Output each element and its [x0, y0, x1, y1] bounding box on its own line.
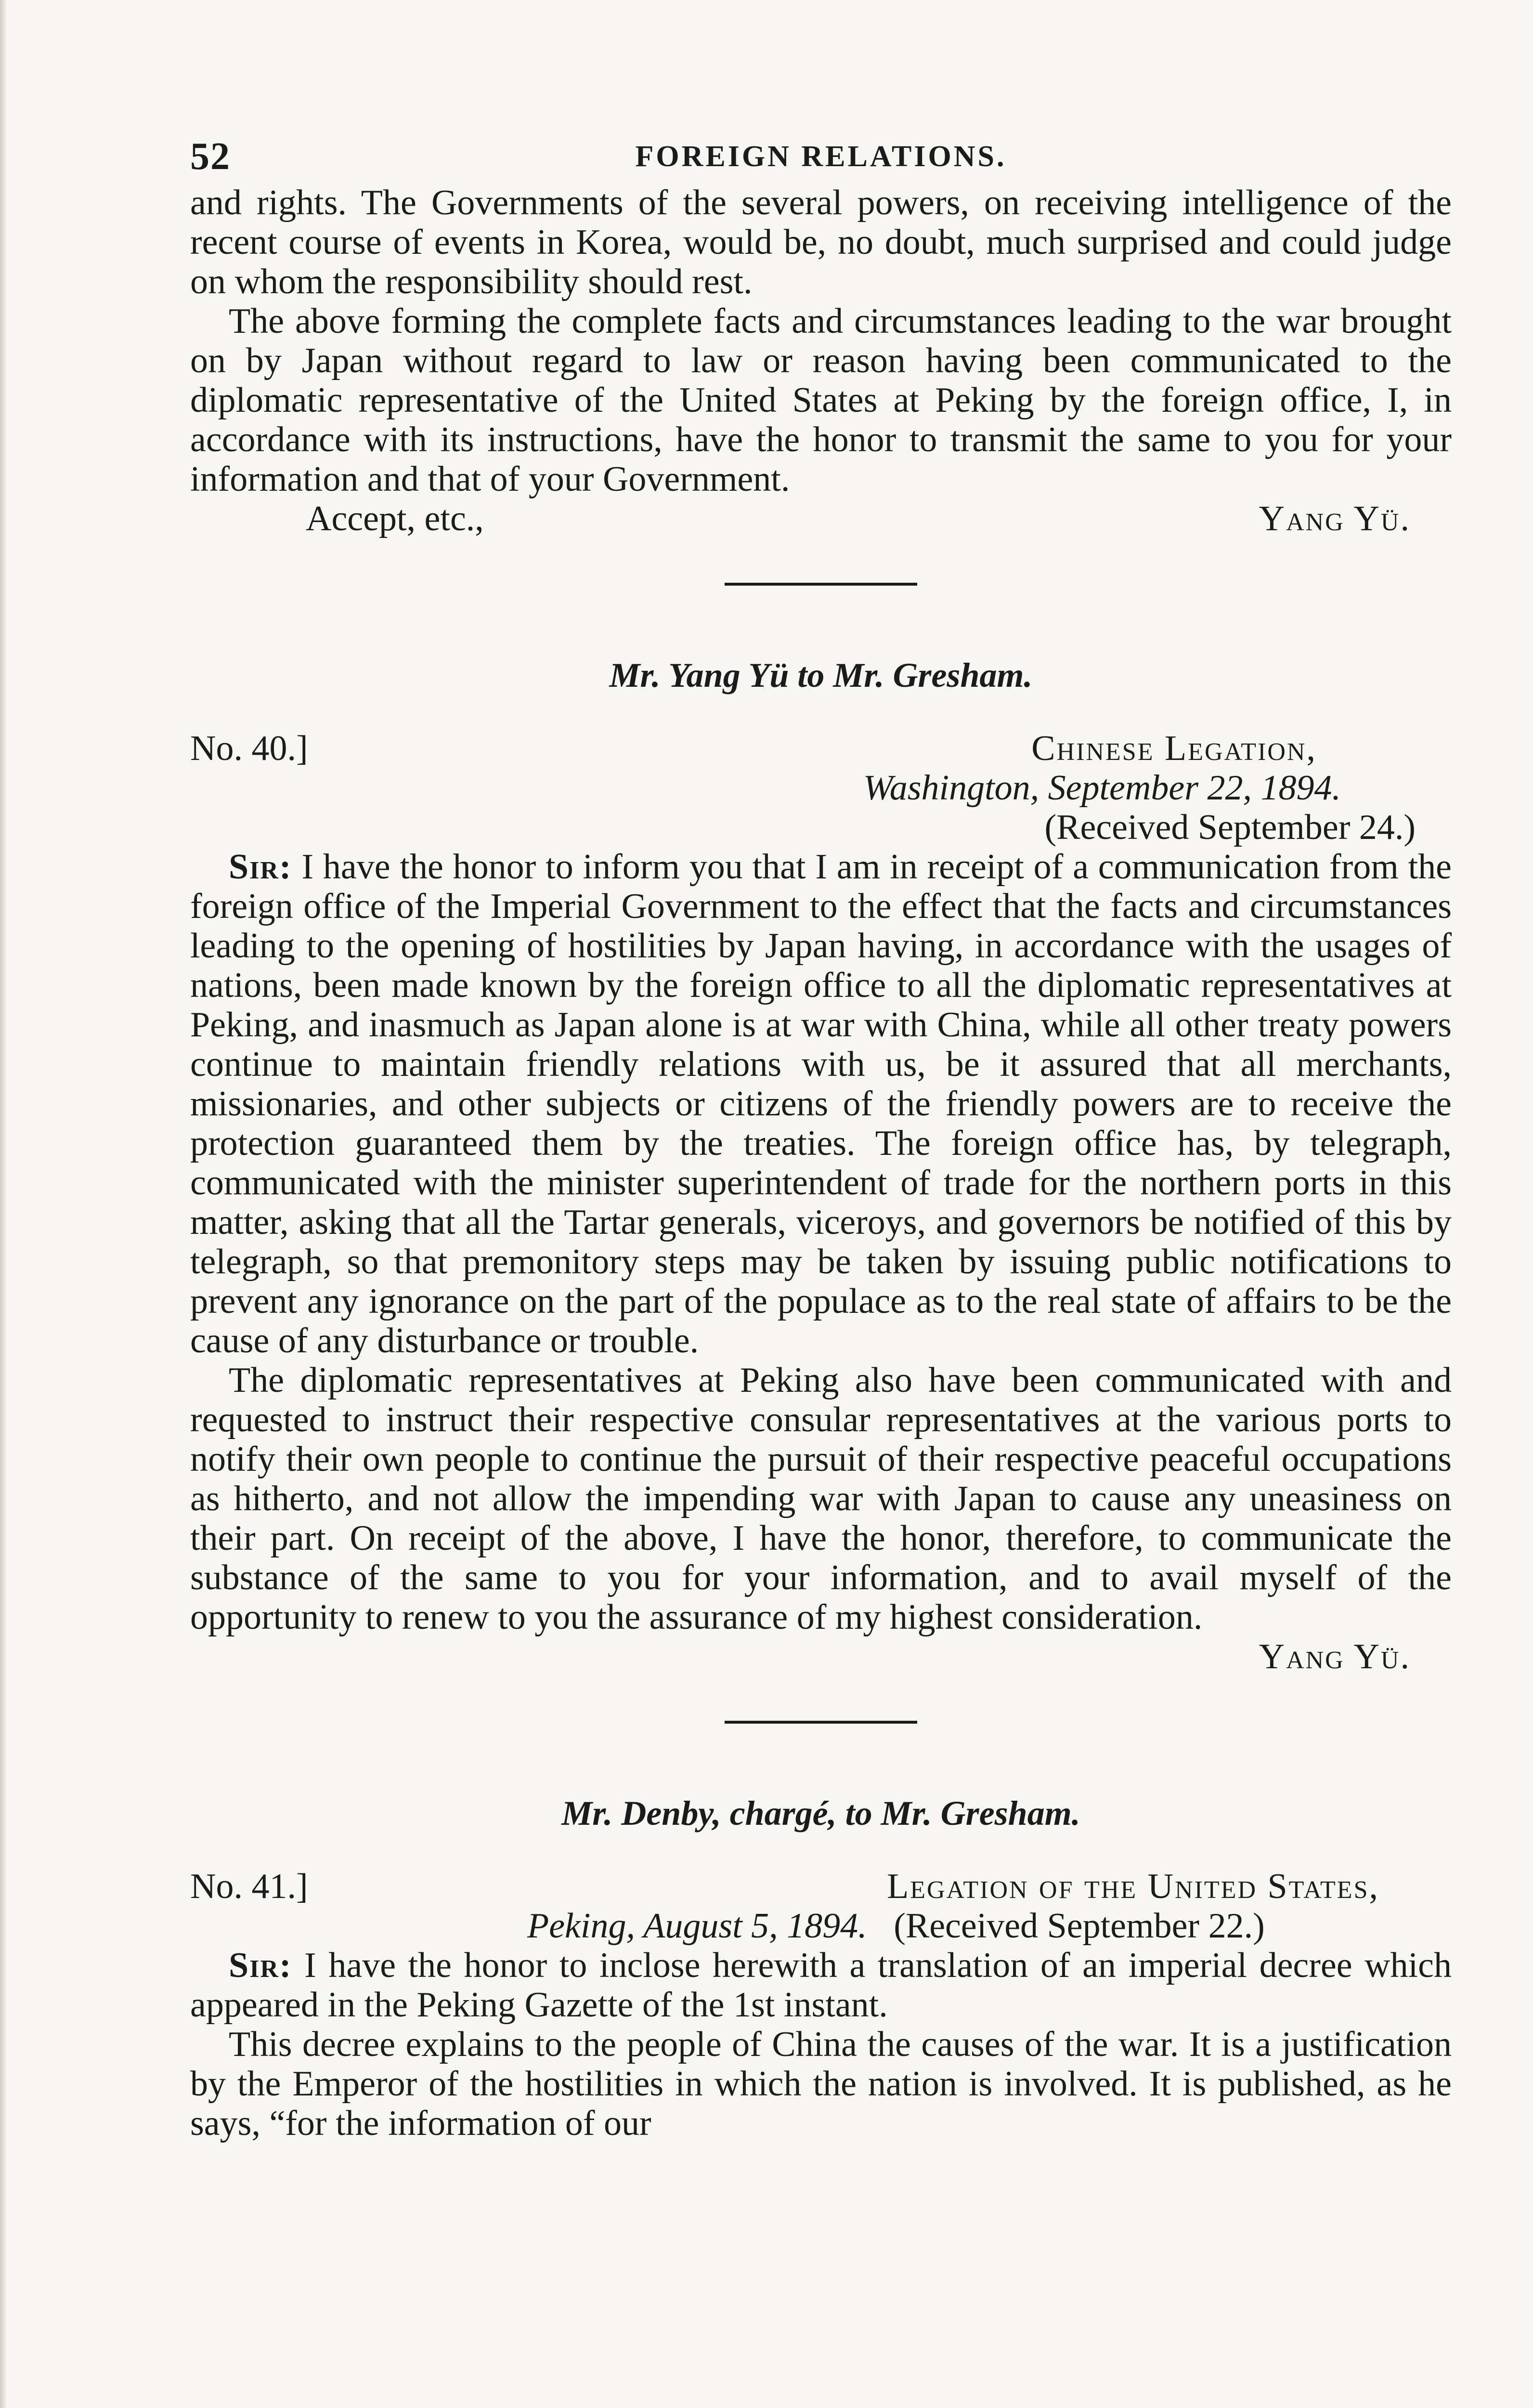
letter2-paragraph-1-text: I have the honor to inform you that I am in receipt of a communication from the foreign office of the Imperial Government to the effect that the facts and circumstances leading to the opening of hostilities by Japan having, in accordance with the usages of nations, been made known by the foreign office to all the diplomatic representatives at Peking, and inasmuch as Japan alone is at war with China, while all other treaty powers continue to maintain friendly relations with us, be it assured that all merchants, missionaries, and other subjects or citizens of the friendly powers are to receive the protection guaranteed them by the treaties. The foreign office has, by telegraph, communicated with the minister superintendent of trade for the northern ports in this matter, asking that all the Tartar generals, viceroys, and governors be notified of this by telegraph, so that premonitory steps may be taken by issuing public notifications to prevent any ignorance on the part of the populace as to the real state of affairs to be the cause of any disturbance or trouble.	[190, 847, 1452, 1361]
letter2-salutation: Sir:	[229, 847, 292, 887]
letter3-heading-role: chargé,	[729, 1794, 837, 1832]
spacer	[190, 538, 1452, 583]
letter2-heading: Mr. Yang Yü to Mr. Gresham.	[609, 656, 1033, 694]
letter2-number: No. 40.]	[190, 729, 308, 768]
letter3-legation: Legation of the United States,	[887, 1867, 1379, 1906]
letter1-closing: Accept, etc.,	[306, 499, 484, 538]
letter3-number: No. 41.]	[190, 1867, 308, 1906]
letter1-signature: Yang Yü.	[1259, 499, 1411, 538]
spacer	[190, 1833, 1452, 1867]
spacer	[190, 1724, 1452, 1793]
letter3-heading-name: Mr. Denby,	[561, 1794, 721, 1832]
letter3-paragraph-1	[190, 1946, 1452, 2025]
letter3-place-date: Peking, August 5, 1894.	[527, 1906, 867, 1946]
letter3-heading-rest: to Mr. Gresham.	[845, 1794, 1080, 1832]
letter2-paragraph-1	[190, 847, 1452, 1361]
document-page	[190, 120, 1452, 2408]
letter1-paragraph-1: and rights. The Governments of the several powers, on receiving intelligence of the recent course of events in Korea, would be, no doubt, much surprised and could judge on whom the responsibility should rest.	[190, 183, 1452, 301]
letter3-salutation: Sir:	[229, 1946, 292, 1985]
letter3-received: (Received September 22.)	[894, 1906, 1265, 1946]
letter2-received: (Received September 24.)	[1044, 808, 1416, 847]
spacer	[190, 695, 1452, 729]
letter2-legation: Chinese Legation,	[1031, 729, 1317, 768]
page-number: 52	[190, 135, 231, 178]
letter3-place-date-row	[190, 1906, 1452, 1946]
letter3-heading	[190, 1793, 1452, 1833]
letter2-paragraph-2: The diplomatic representatives at Peking also have been communicated with and requested to instruct their respective consular representatives at the various ports to notify their own people to continue the pursuit of their respective peaceful occupations as hitherto, and not allow the impending war with Japan to cause any uneasiness on their part. On receipt of the above, I have the honor, therefore, to communicate the substance of the same to you for your information, and to avail myself of the opportunity to renew to you the assurance of my highest consideration.	[190, 1361, 1452, 1637]
spacer	[190, 1676, 1452, 1721]
letter1-paragraph-2: The above forming the complete facts and circumstances leading to the war brought on by Japan without regard to law or reason having been communicated to the diplomatic representative of the United States at Peking by the foreign office, I, in accordance with its instructions, have the honor to transmit the same to you for your information and that of your Government.	[190, 301, 1452, 499]
page-header	[190, 120, 1452, 183]
letter2-place-date: Washington, September 22, 1894.	[863, 768, 1341, 808]
running-head: FOREIGN RELATIONS.	[635, 140, 1007, 173]
letter3-paragraph-1-text: I have the honor to inclose herewith a translation of an imperial decree which appeared in the Peking Gazette of the 1st instant.	[190, 1946, 1452, 2025]
letter2-dateline	[190, 729, 1452, 847]
page-edge-shadow	[0, 0, 7, 2408]
spacer	[190, 586, 1452, 655]
letter3-dateline	[190, 1867, 1452, 1946]
letter3-paragraph-2: This decree explains to the people of China the causes of the war. It is a justification by the Emperor of the hostilities in which the nation is involved. It is published, as he says, “for the information of our	[190, 2025, 1452, 2143]
letter1-closing-row	[190, 499, 1452, 538]
letter2-signature: Yang Yü.	[1259, 1637, 1411, 1676]
